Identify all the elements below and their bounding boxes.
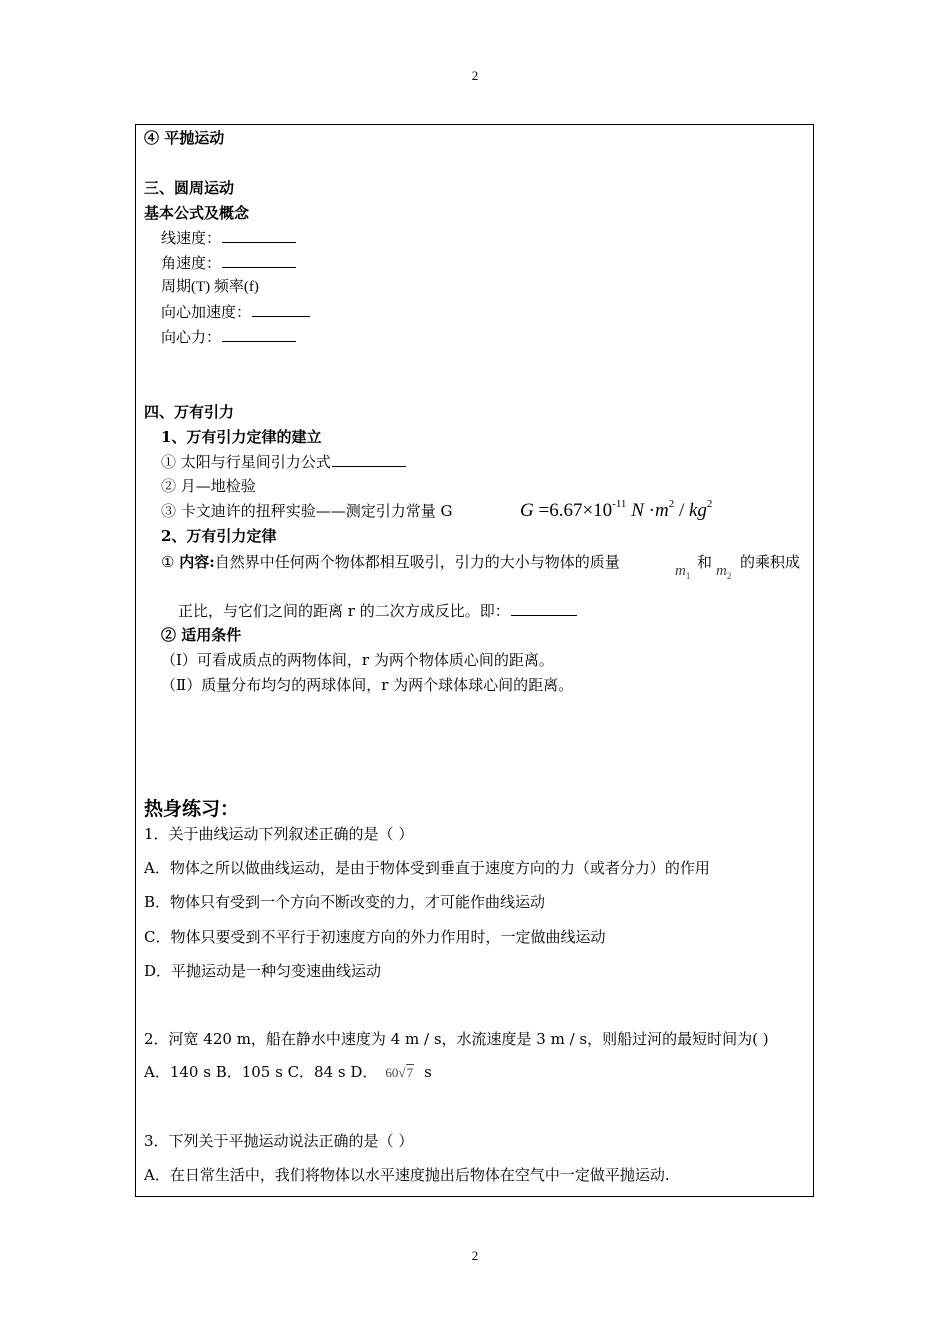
blank-line [222,228,296,243]
q1-option-b: B．物体只有受到一个方向不断改变的力，才可能作曲线运动 [144,893,546,911]
question-1: 1．关于曲线运动下列叙述正确的是（ ） [144,825,414,843]
cavendish-experiment-item: ③ 卡文迪许的扭秤实验——测定引力常量 G [161,502,453,520]
section4-title: 四、万有引力 [144,403,235,421]
q1-option-d: D．平抛运动是一种匀变速曲线运动 [144,962,382,980]
gravitation-law-heading: 2、万有引力定律 [161,527,277,545]
warmup-title: 热身练习： [144,798,240,820]
law-content-line2: 正比，与它们之间的距离 r 的二次方成反比。即： [178,601,577,621]
q2-options: A．140 s B．105 s C．84 s D． 60√7 s [144,1063,432,1081]
law-content-line1-end: 的乘积成 [740,553,801,571]
applicable-conditions-heading: ② 适用条件 [161,626,242,644]
q3-option-a: A．在日常生活中，我们将物体以水平速度抛出后物体在空气中一定做平抛运动. [144,1166,670,1184]
sqrt-expression: 60√7 [385,1065,414,1080]
page-number-bottom: 2 [471,1248,479,1263]
section3-subtitle: 基本公式及概念 [144,204,250,222]
linear-velocity-item: 线速度： [161,228,296,248]
mass-m2: $m_2$ [716,563,732,581]
blank-line [511,601,577,616]
blank-line [222,253,296,268]
section-projectile: ④ 平抛运动 [144,129,225,147]
q1-option-a: A．物体之所以做曲线运动，是由于物体受到垂直于速度方向的力（或者分力）的作用 [144,859,710,877]
period-frequency-item: 周期(T) 频率(f) [161,279,259,295]
centripetal-force-item: 向心力： [161,327,296,347]
blank-line [332,452,406,467]
angular-velocity-item: 角速度： [161,253,296,273]
condition-1: （Ⅰ）可看成质点的两物体间，r 为两个物体质心间的距离。 [161,651,554,669]
sun-planet-formula-item: ① 太阳与行星间引力公式 [161,452,406,472]
law-establishment-heading: 1、万有引力定律的建立 [161,428,322,446]
gravitational-constant-formula: $G =6.67\times 10^{-11}$ $N \cdot m^2 / kg^2$ [520,498,713,521]
question-3: 3．下列关于平抛运动说法正确的是（ ） [144,1132,414,1150]
q1-option-c: C．物体只要受到不平行于初速度方向的外力作用时，一定做曲线运动 [144,928,606,946]
centripetal-acceleration-item: 向心加速度： [161,302,310,322]
blank-line [252,302,310,317]
section3-title: 三、圆周运动 [144,179,235,197]
page-number-top: 2 [471,68,479,83]
question-2: 2．河宽 420 m，船在静水中速度为 4 m / s，水流速度是 3 m / s，则船过河的最短时间为( ) [144,1030,769,1048]
condition-2: （Ⅱ）质量分布均匀的两球体间，r 为两个球体球心间的距离。 [161,676,574,694]
blank-line [222,327,296,342]
law-content-line1: ① 内容:自然界中任何两个物体都相互吸引，引力的大小与物体的质量 [161,553,620,571]
moon-earth-test-item: ② 月—地检验 [161,477,256,495]
mass-m1: $m_1$ [675,563,691,581]
and-text: 和 [697,553,713,571]
